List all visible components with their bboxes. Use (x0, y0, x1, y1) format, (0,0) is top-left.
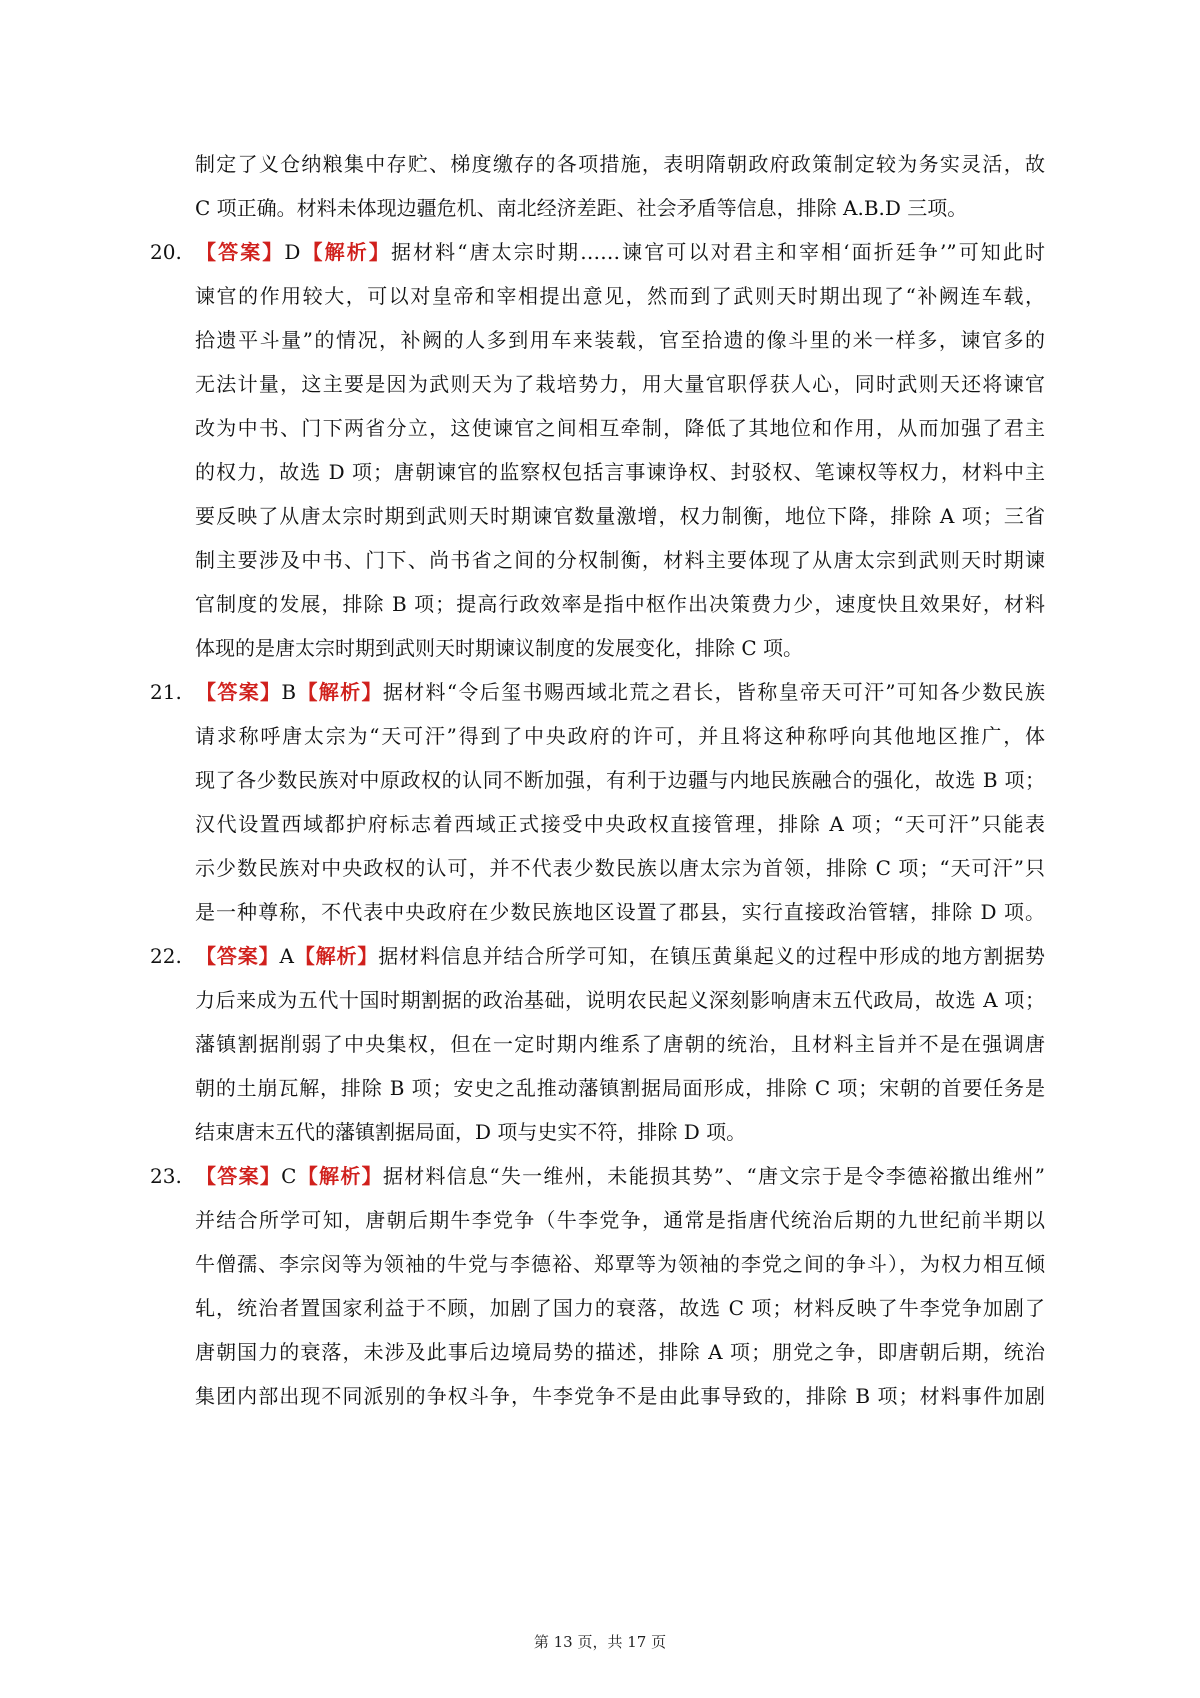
analysis-line: 改为中书、门下两省分立，这使谏官之间相互牵制，降低了其地位和作用，从而加强了君主 (195, 416, 1045, 440)
analysis-line: 制主要涉及中书、门下、尚书省之间的分权制衡，材料主要体现了从唐太宗到武则天时期谏 (195, 548, 1045, 572)
analysis-line: 谏官的作用较大，可以对皇帝和宰相提出意见，然而到了武则天时期出现了“补阙连车载， (195, 284, 1045, 308)
analysis-line: 并结合所学可知，唐朝后期牛李党争（牛李党争，通常是指唐代统治后期的九世纪前半期以 (195, 1208, 1045, 1232)
answer-letter: B (281, 680, 297, 704)
analysis-line: 藩镇割据削弱了中央集权，但在一定时期内维系了唐朝的统治，且材料主旨并不是在强调唐 (195, 1032, 1045, 1056)
analysis-first-line: 据材料信息并结合所学可知，在镇压黄巢起义的过程中形成的地方割据势 (378, 944, 1045, 968)
analysis-line: 牛僧孺、李宗闵等为领袖的牛党与李德裕、郑覃等为领袖的李党之间的争斗），为权力相互倾 (195, 1252, 1045, 1276)
analysis-line: 唐朝国力的衰落，未涉及此事后边境局势的描述，排除 A 项；朋党之争，即唐朝后期，统治 (195, 1340, 1045, 1364)
question-23-header (150, 1159, 1045, 1193)
answer-tag: 【答案】 (196, 944, 280, 968)
analysis-line: 汉代设置西域都护府标志着西域正式接受中央政权直接管理，排除 A 项；“天可汗”只能表 (195, 812, 1045, 836)
question-21-first-line (196, 675, 1045, 709)
analysis-line: 官制度的发展，排除 B 项；提高行政效率是指中枢作出决策费力少，速度快且效果好，材料 (195, 592, 1045, 616)
intro-line: 制定了义仓纳粮集中存贮、梯度缴存的各项措施，表明隋朝政府政策制定较为务实灵活，故 (195, 152, 1045, 176)
answer-tag: 【答案】 (196, 680, 282, 704)
question-22-first-line (196, 939, 1045, 973)
analysis-line: 拾遗平斗量”的情况，补阙的人多到用车来装载，官至拾遗的像斗里的米一样多，谏官多的 (195, 328, 1045, 352)
analysis-line: 的权力，故选 D 项；唐朝谏官的监察权包括言事谏诤权、封驳权、笔谏权等权力，材料中主 (195, 460, 1045, 484)
answer-letter: D (284, 240, 301, 264)
intro-line: C 项正确。材料未体现边疆危机、南北经济差距、社会矛盾等信息，排除 A.B.D 三项。 (195, 196, 968, 220)
question-number: 23. (150, 1164, 182, 1188)
question-number: 21. (150, 680, 182, 704)
question-23-first-line (196, 1159, 1045, 1193)
analysis-line: 集团内部出现不同派别的争权斗争，牛李党争不是由此事导致的，排除 B 项；材料事件加剧 (195, 1384, 1045, 1408)
question-20-first-line (196, 235, 1045, 269)
question-21-header (150, 675, 1045, 709)
answer-tag: 【答案】 (196, 1164, 282, 1188)
analysis-line: 无法计量，这主要是因为武则天为了栽培势力，用大量官职俘获人心，同时武则天还将谏官 (195, 372, 1045, 396)
analysis-line: 轧，统治者置国家利益于不顾，加剧了国力的衰落，故选 C 项；材料反映了牛李党争加剧了 (195, 1296, 1045, 1320)
analysis-line: 是一种尊称，不代表中央政府在少数民族地区设置了郡县，实行直接政治管辖，排除 D 项。 (195, 900, 1045, 924)
answer-letter: A (279, 944, 294, 968)
analysis-first-line: 据材料“令后玺书赐西域北荒之君长，皆称皇帝天可汗”可知各少数民族 (382, 680, 1045, 704)
analysis-line: 力后来成为五代十国时期割据的政治基础，说明农民起义深刻影响唐末五代政局，故选 A 项； (195, 988, 1045, 1012)
analysis-line: 朝的土崩瓦解，排除 B 项；安史之乱推动藩镇割据局面形成，排除 C 项；宋朝的首要任务是 (195, 1076, 1045, 1100)
analysis-tag: 【解析】 (296, 1164, 383, 1188)
answer-tag: 【答案】 (196, 240, 285, 264)
analysis-line: 体现的是唐太宗时期到武则天时期谏议制度的发展变化，排除 C 项。 (195, 636, 804, 660)
analysis-line: 现了各少数民族对中原政权的认同不断加强，有利于边疆与内地民族融合的强化，故选 B 项； (195, 768, 1045, 792)
page-footer: 第 13 页，共 17 页 (533, 1633, 667, 1651)
analysis-tag: 【解析】 (293, 944, 379, 968)
analysis-line: 请求称呼唐太宗为“天可汗”得到了中央政府的许可，并且将这种称呼向其他地区推广，体 (195, 724, 1045, 748)
analysis-line: 示少数民族对中央政权的认可，并不代表少数民族以唐太宗为首领，排除 C 项；“天可汗”只 (195, 856, 1045, 880)
analysis-line: 结束唐末五代的藩镇割据局面，D 项与史实不符，排除 D 项。 (195, 1120, 747, 1144)
answer-letter: C (281, 1164, 297, 1188)
analysis-tag: 【解析】 (296, 680, 383, 704)
analysis-first-line: 据材料“唐太宗时期……谏官可以对君主和宰相‘面折廷争’”可知此时 (390, 240, 1045, 264)
question-20-header (150, 235, 1045, 269)
analysis-first-line: 据材料信息“失一维州，未能损其势”、“唐文宗于是令李德裕撤出维州” (382, 1164, 1045, 1188)
analysis-tag: 【解析】 (300, 240, 391, 264)
question-number: 20. (150, 240, 182, 264)
analysis-line: 要反映了从唐太宗时期到武则天时期谏官数量激增，权力制衡，地位下降，排除 A 项；三省 (195, 504, 1045, 528)
question-number: 22. (150, 944, 182, 968)
question-22-header (150, 939, 1045, 973)
